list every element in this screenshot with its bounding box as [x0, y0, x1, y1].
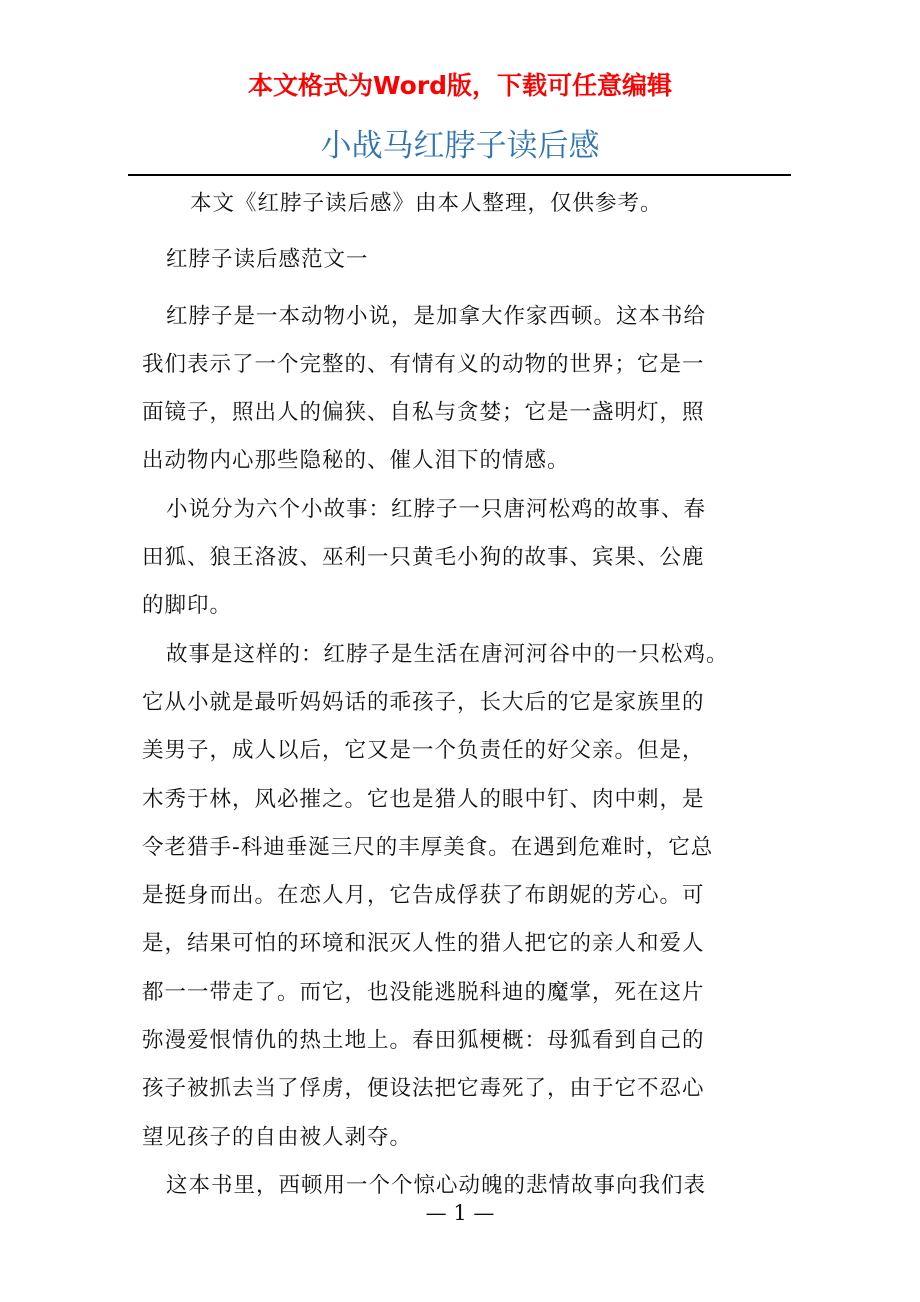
- paragraph-line: 故事是这样的：红脖子是生活在唐河河谷中的一只松鸡。: [166, 641, 729, 667]
- paragraph-line: 都一一带走了。而它，也没能逃脱科迪的魔掌，死在这片: [142, 979, 705, 1005]
- paragraph-line: 望见孩子的自由被人剥夺。: [142, 1124, 413, 1150]
- paragraph-line: 木秀于林，风必摧之。它也是猎人的眼中钉、肉中刺，是: [142, 786, 705, 812]
- paragraph-line: 的脚印。: [142, 593, 233, 619]
- paragraph-line: 面镜子，照出人的偏狭、自私与贪婪；它是一盏明灯，照: [142, 400, 705, 426]
- page-number: — 1 —: [425, 1201, 495, 1225]
- paragraph-line: 是，结果可怕的环境和泯灭人性的猎人把它的亲人和爱人: [142, 931, 705, 957]
- paragraph-line: 我们表示了一个完整的、有情有义的动物的世界；它是一: [142, 351, 705, 377]
- title-divider: [128, 174, 791, 176]
- paragraph-line: 弥漫爱恨情仇的热土地上。春田狐梗概：母狐看到自己的: [142, 1028, 705, 1054]
- paragraph-line: 出动物内心那些隐秘的、催人泪下的情感。: [142, 448, 570, 474]
- paragraph-line: 田狐、狼王洛波、巫利一只黄毛小狗的故事、宾果、公鹿: [142, 545, 705, 571]
- paragraph-line: 红脖子是一本动物小说，是加拿大作家西顿。这本书给: [166, 303, 707, 329]
- paragraph-line: 美男子，成人以后，它又是一个负责任的好父亲。但是，: [142, 738, 705, 764]
- paragraph-line: 孩子被抓去当了俘虏，便设法把它毒死了，由于它不忍心: [142, 1076, 705, 1102]
- paragraph-line: 令老猎手-科迪垂涎三尺的丰厚美食。在遇到危难时，它总: [142, 834, 714, 860]
- paragraph-line: 它从小就是最听妈妈话的乖孩子，长大后的它是家族里的: [142, 689, 705, 715]
- paragraph-line: 小说分为六个小故事：红脖子一只唐河松鸡的故事、春: [166, 496, 707, 522]
- section-heading: 红脖子读后感范文一: [166, 247, 369, 273]
- paragraph-line: 是挺身而出。在恋人月，它告成俘获了布朗妮的芳心。可: [142, 883, 705, 909]
- document-body: [142, 180, 778, 1210]
- format-notice-banner: 本文格式为Word版，下载可任意编辑: [247, 71, 673, 100]
- intro-note: 本文《红脖子读后感》由本人整理，仅供参考。: [190, 191, 663, 216]
- document-title: 小战马红脖子读后感: [320, 128, 600, 164]
- paragraph-line: 这本书里，西顿用一个个惊心动魄的悲情故事向我们表: [166, 1172, 707, 1198]
